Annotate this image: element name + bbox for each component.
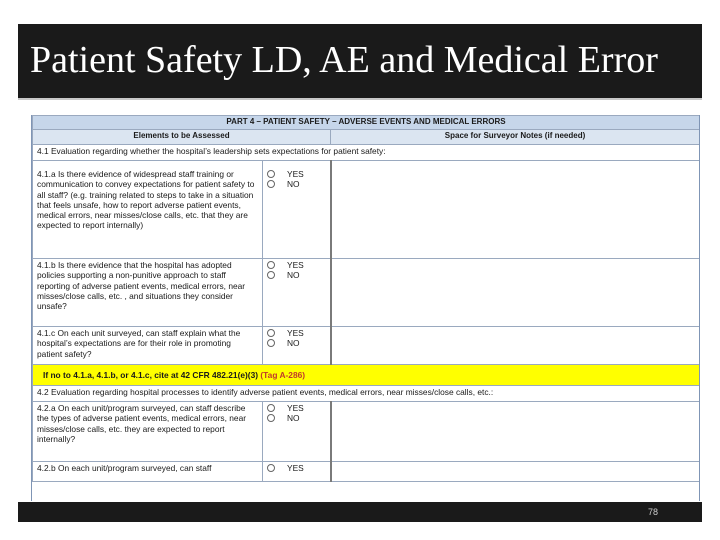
options-42b — [263, 462, 331, 482]
radio-circle-icon[interactable] — [267, 180, 275, 188]
section-41-heading: 4.1 Evaluation regarding whether the hospital’s leadership sets expectations for patient safety: — [33, 145, 700, 161]
option-no-label: NO — [287, 179, 300, 190]
column-header-notes: Space for Surveyor Notes (if needed) — [331, 130, 700, 145]
option-yes-label: YES — [287, 463, 304, 473]
notes-field-41a[interactable] — [331, 161, 700, 259]
header-divider — [18, 98, 702, 100]
radio-circle-icon[interactable] — [267, 170, 275, 178]
option-no-label: NO — [287, 270, 300, 281]
option-no[interactable] — [267, 413, 326, 423]
radio-circle-icon[interactable] — [267, 414, 275, 422]
radio-circle-icon[interactable] — [267, 339, 275, 347]
question-41b: 4.1.b Is there evidence that the hospital has adopted policies supporting a non-punitive approach to staff reporting of adverse patient events, medical errors, near misses/close calls, etc. , and situations they consider unsafe? — [33, 259, 263, 327]
option-no[interactable] — [267, 179, 326, 189]
question-row — [33, 161, 700, 259]
options-41c — [263, 327, 331, 365]
citation-row — [33, 365, 700, 386]
option-no-label: NO — [287, 338, 300, 349]
options-42a — [263, 402, 331, 462]
notes-field-41b[interactable] — [331, 259, 700, 327]
radio-circle-icon[interactable] — [267, 261, 275, 269]
question-row — [33, 259, 700, 327]
option-no-label: NO — [287, 413, 300, 424]
question-42b: 4.2.b On each unit/program surveyed, can staff — [33, 462, 263, 482]
slide-footer — [18, 502, 702, 522]
option-no[interactable] — [267, 270, 326, 280]
notes-field-42a[interactable] — [331, 402, 700, 462]
option-yes[interactable] — [267, 169, 326, 179]
slide-title: Patient Safety LD, AE and Medical Error — [30, 39, 658, 81]
options-41b — [263, 259, 331, 327]
column-header-row — [33, 130, 700, 145]
option-no[interactable] — [267, 338, 326, 348]
option-yes-label: YES — [287, 403, 304, 413]
radio-circle-icon[interactable] — [267, 329, 275, 337]
citation-tag: (Tag A-286) — [260, 370, 306, 380]
part-title-row — [33, 116, 700, 130]
question-42a: 4.2.a On each unit/program surveyed, can staff describe the types of adverse patient events, medical errors, near misses/close calls, etc. they are expected to report internally? — [33, 402, 263, 462]
citation-text — [33, 365, 700, 386]
survey-table — [32, 115, 700, 482]
column-header-elements: Elements to be Assessed — [33, 130, 331, 145]
section-row — [33, 386, 700, 402]
notes-field-42b[interactable] — [331, 462, 700, 482]
option-yes[interactable] — [267, 328, 326, 338]
citation-rule: If no to 4.1.a, 4.1.b, or 4.1.c, cite at 42 CFR 482.21(e)(3) — [43, 370, 261, 380]
section-42-heading: 4.2 Evaluation regarding hospital processes to identify adverse patient events, medical errors, near misses/close calls, etc.: — [33, 386, 700, 402]
part-title: PART 4 – PATIENT SAFETY – ADVERSE EVENTS AND MEDICAL ERRORS — [33, 116, 700, 130]
notes-field-41c[interactable] — [331, 327, 700, 365]
question-41a: 4.1.a Is there evidence of widespread staff training or communication to convey expectations for patient safety to all staff? (e.g. training related to steps to take in a situation that feels unsafe, how to report adverse patient events, medical errors, near misses/close calls, etc. that they are expected to report internally) — [33, 161, 263, 259]
question-row — [33, 462, 700, 482]
option-yes-label: YES — [287, 260, 304, 270]
section-row — [33, 145, 700, 161]
survey-form — [31, 115, 700, 501]
question-row — [33, 402, 700, 462]
option-yes[interactable] — [267, 403, 326, 413]
question-row — [33, 327, 700, 365]
radio-circle-icon[interactable] — [267, 271, 275, 279]
option-yes[interactable] — [267, 463, 326, 473]
option-yes-label: YES — [287, 169, 304, 179]
option-yes-label: YES — [287, 328, 304, 338]
slide-header — [18, 24, 702, 98]
options-41a — [263, 161, 331, 259]
page-number: 78 — [647, 507, 658, 517]
radio-circle-icon[interactable] — [267, 404, 275, 412]
option-yes[interactable] — [267, 260, 326, 270]
radio-circle-icon[interactable] — [267, 464, 275, 472]
question-41c: 4.1.c On each unit surveyed, can staff explain what the hospital’s expectations are for their role in promoting patient safety? — [33, 327, 263, 365]
